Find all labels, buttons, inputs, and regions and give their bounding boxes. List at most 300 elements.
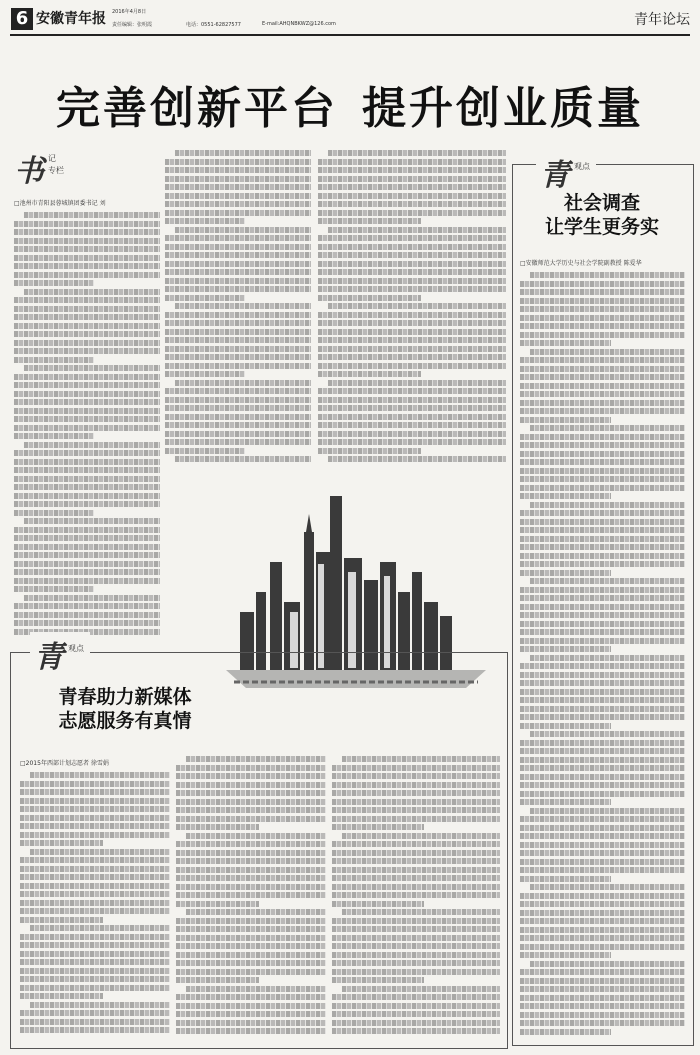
text-line [520,400,685,406]
bottom-article-logo [30,632,90,675]
text-line [520,391,685,397]
text-line [520,366,685,372]
text-line [328,456,506,462]
text-line [520,612,685,618]
text-line [14,246,160,252]
text-line [318,448,421,454]
text-line [520,383,685,389]
text-line [24,289,160,295]
text-line [520,374,685,380]
text-line [520,986,685,992]
text-line [24,595,160,601]
text-line [520,689,685,695]
text-line [520,765,685,771]
text-line [332,867,500,873]
text-line [20,798,170,804]
text-line [318,176,506,182]
text-line [20,942,170,948]
text-line [332,1011,500,1017]
text-line [176,969,326,975]
text-line [176,807,326,813]
text-line [332,790,500,796]
text-line [20,908,170,914]
text-line [520,816,685,822]
text-line [20,968,170,974]
text-line [20,1010,170,1016]
text-line [520,910,685,916]
text-line [14,297,160,303]
text-line [176,1011,326,1017]
text-line [165,261,311,267]
text-line [14,586,94,592]
column-logo-sub1: 记 [48,154,56,163]
text-line [328,227,506,233]
text-line [332,858,500,864]
text-line [14,484,160,490]
text-line [14,416,160,422]
text-line [520,918,685,924]
text-line [520,901,685,907]
text-line [530,884,685,890]
text-line [20,959,170,965]
text-line [176,918,326,924]
text-line [520,969,685,975]
text-line [332,1020,500,1026]
text-line [520,570,611,576]
text-line [530,808,685,814]
text-line [520,468,685,474]
text-line [176,867,326,873]
text-line [520,638,685,644]
text-line [176,943,326,949]
text-line [520,544,685,550]
text-line [186,909,326,915]
text-line [14,238,160,244]
text-line [318,159,506,165]
text-line [520,510,685,516]
bottom-logo-char: 青 [34,640,64,675]
text-line [520,859,685,865]
text-line [20,900,170,906]
text-line [20,1027,170,1033]
text-line [165,354,311,360]
text-line [520,289,685,295]
text-line [176,875,326,881]
text-line [318,363,506,369]
right-article-logo [536,150,596,193]
text-line [165,218,245,224]
text-line [520,893,685,899]
text-line [165,286,311,292]
text-line [520,825,685,831]
text-line [14,501,160,507]
text-line [332,952,500,958]
text-line [520,493,611,499]
text-line [165,448,245,454]
text-line [318,193,506,199]
text-line [14,408,160,414]
text-line [176,1003,326,1009]
text-line [30,849,170,855]
column-text-3 [318,150,506,470]
text-line [165,405,311,411]
date-line: 2016年4月8日 [112,9,147,15]
text-line [520,323,685,329]
text-line [318,167,506,173]
text-line [520,952,611,958]
text-line [176,994,326,1000]
text-line [30,772,170,778]
text-line [14,510,94,516]
text-line [20,823,170,829]
text-line [14,263,160,269]
masthead-logo: 安徽青年报 [36,11,106,27]
text-line [14,323,160,329]
text-line [176,926,326,932]
text-line [318,278,506,284]
text-line [14,569,160,575]
text-line [14,467,160,473]
text-line [520,519,685,525]
text-line [20,832,170,838]
text-line [165,184,311,190]
text-line [342,833,500,839]
bottom-article-title-1: 青春助力新媒体 [58,686,192,708]
text-line [520,706,685,712]
text-line [318,431,506,437]
text-line [14,425,160,431]
text-line [520,978,685,984]
text-line [520,944,685,950]
text-line [342,756,500,762]
text-line [14,229,160,235]
text-line [165,295,245,301]
text-line [14,450,160,456]
right-article-text [520,272,685,1037]
text-line [520,1029,611,1035]
text-line [165,244,311,250]
text-line [20,840,103,846]
right-article-title-1: 社会调查 [563,192,640,214]
text-line [14,578,160,584]
text-line [176,952,326,958]
text-line [318,244,506,250]
text-line [176,884,326,890]
section-title: 青年论坛 [634,12,690,28]
right-article-byline: □安徽师范大学历史与社会学院副教授 陈爱华 [520,260,642,267]
text-line [318,439,506,445]
text-line [520,782,685,788]
text-line [165,422,311,428]
text-line [332,1028,500,1034]
text-line [318,252,506,258]
text-line [14,544,160,550]
text-line [332,850,500,856]
text-line [24,212,160,218]
text-line [332,773,500,779]
column-logo-sub2: 专栏 [48,166,64,175]
text-line [176,1020,326,1026]
text-line [332,816,500,822]
text-line [20,993,103,999]
text-line [165,201,311,207]
text-line [165,363,311,369]
text-line [14,603,160,609]
text-line [14,357,94,363]
text-line [332,799,500,805]
text-line [176,824,259,830]
text-line [165,278,311,284]
text-line [165,193,311,199]
text-line [165,312,311,318]
text-line [20,976,170,982]
text-line [186,756,326,762]
text-line [332,892,500,898]
text-line [20,891,170,897]
text-line [318,329,506,335]
text-line [176,850,326,856]
text-line [165,337,311,343]
text-line [165,439,311,445]
text-line [14,612,160,618]
text-line [14,476,160,482]
text-line [520,561,685,567]
text-line [20,789,170,795]
text-line [175,150,311,156]
text-line [332,994,500,1000]
bottom-article-byline: □2015年西部计划志愿者 徐雪娟 [20,760,109,767]
text-line [20,806,170,812]
text-line [520,434,685,440]
text-line [175,380,311,386]
text-line [342,986,500,992]
text-line [318,337,506,343]
text-line [176,977,259,983]
text-line [530,578,685,584]
text-line [332,841,500,847]
text-line [520,799,611,805]
text-line [176,782,326,788]
text-line [342,909,500,915]
text-line [520,476,685,482]
text-line [520,604,685,610]
text-line [165,269,311,275]
text-line [20,857,170,863]
phone-line: 电话：0551-62827577 [186,22,241,28]
text-line [530,655,685,661]
text-line [14,535,160,541]
text-line [520,757,685,763]
text-line [14,552,160,558]
text-line [520,680,685,686]
text-line [318,346,506,352]
text-line [318,422,506,428]
text-line [520,527,685,533]
text-line [318,269,506,275]
text-line [14,561,160,567]
text-line [14,314,160,320]
text-line [165,235,311,241]
text-line [520,621,685,627]
page-header [0,0,700,40]
text-line [520,935,685,941]
text-line [20,985,170,991]
headline-part-1: 完善创新平台 [56,83,338,134]
bottom-logo-sub: 观点 [68,644,84,653]
text-line [165,252,311,258]
text-line [332,824,424,830]
text-line [520,867,685,873]
text-line [332,884,500,890]
text-line [165,210,311,216]
text-line [20,917,103,923]
page-number: 6 [11,8,33,30]
text-line [520,850,685,856]
text-line [318,286,506,292]
text-line [14,382,160,388]
text-line [318,320,506,326]
text-line [520,748,685,754]
text-line [520,332,685,338]
text-line [318,210,506,216]
text-line [520,723,611,729]
text-line [332,807,500,813]
text-line [328,150,506,156]
text-line [20,934,170,940]
text-line [14,399,160,405]
text-line [14,280,94,286]
text-line [520,629,685,635]
text-line [14,527,160,533]
text-line [165,167,311,173]
text-line [318,405,506,411]
text-line [165,414,311,420]
text-line [318,201,506,207]
text-line [165,371,245,377]
text-line [176,960,326,966]
text-line [14,493,160,499]
text-line [186,986,326,992]
text-line [165,346,311,352]
text-line [165,320,311,326]
text-line [520,876,611,882]
text-line [520,340,611,346]
text-line [176,1028,326,1034]
text-line [520,595,685,601]
column-text-1 [14,212,160,640]
text-line [328,380,506,386]
text-line [332,943,500,949]
text-line [20,883,170,889]
text-line [14,348,160,354]
headline-part-2: 提升创业质量 [362,83,644,134]
text-line [30,925,170,931]
text-line [318,295,421,301]
text-line [175,303,311,309]
text-line [176,841,326,847]
text-line [176,935,326,941]
text-line [176,799,326,805]
text-line [332,935,500,941]
text-line [530,425,685,431]
text-line [176,765,326,771]
text-line [332,875,500,881]
text-line [20,1019,170,1025]
text-line [186,833,326,839]
text-line [520,459,685,465]
text-line [520,663,685,669]
bottom-article-text-1 [20,772,170,1040]
text-line [520,927,685,933]
text-line [520,442,685,448]
text-line [318,371,421,377]
text-line [14,459,160,465]
main-headline [0,72,700,136]
text-line [318,312,506,318]
text-line [520,485,685,491]
text-line [20,866,170,872]
text-line [520,995,685,1001]
text-line [318,388,506,394]
text-line [332,926,500,932]
text-line [530,272,685,278]
text-line [176,858,326,864]
text-line [520,740,685,746]
text-line [520,842,685,848]
text-line [530,502,685,508]
text-line [30,1002,170,1008]
text-line [318,414,506,420]
text-line [14,340,160,346]
text-line [176,892,326,898]
text-line [520,315,685,321]
text-line [520,672,685,678]
header-rule [10,34,690,36]
text-line [14,331,160,337]
text-line [520,553,685,559]
text-line [165,397,311,403]
text-line [165,329,311,335]
text-line [520,646,611,652]
text-line [14,221,160,227]
text-line [318,235,506,241]
right-logo-sub: 观点 [574,162,590,171]
bottom-article-text-2 [176,756,326,1040]
text-line [332,782,500,788]
text-line [165,159,311,165]
text-line [530,349,685,355]
text-line [165,388,311,394]
text-line [520,1020,685,1026]
text-line [318,184,506,190]
text-line [520,417,611,423]
text-line [20,874,170,880]
text-line [328,303,506,309]
text-line [20,781,170,787]
text-line [332,977,424,983]
column-logo [14,146,114,190]
text-line [520,306,685,312]
text-line [520,281,685,287]
column-text-2 [165,150,311,470]
text-line [176,816,326,822]
text-line [520,587,685,593]
text-line [318,354,506,360]
bottom-article-text-3 [332,756,500,1040]
text-line [520,714,685,720]
text-line [520,1012,685,1018]
email-line: E-mail:AHQNBKWZ@126.com [262,21,336,27]
